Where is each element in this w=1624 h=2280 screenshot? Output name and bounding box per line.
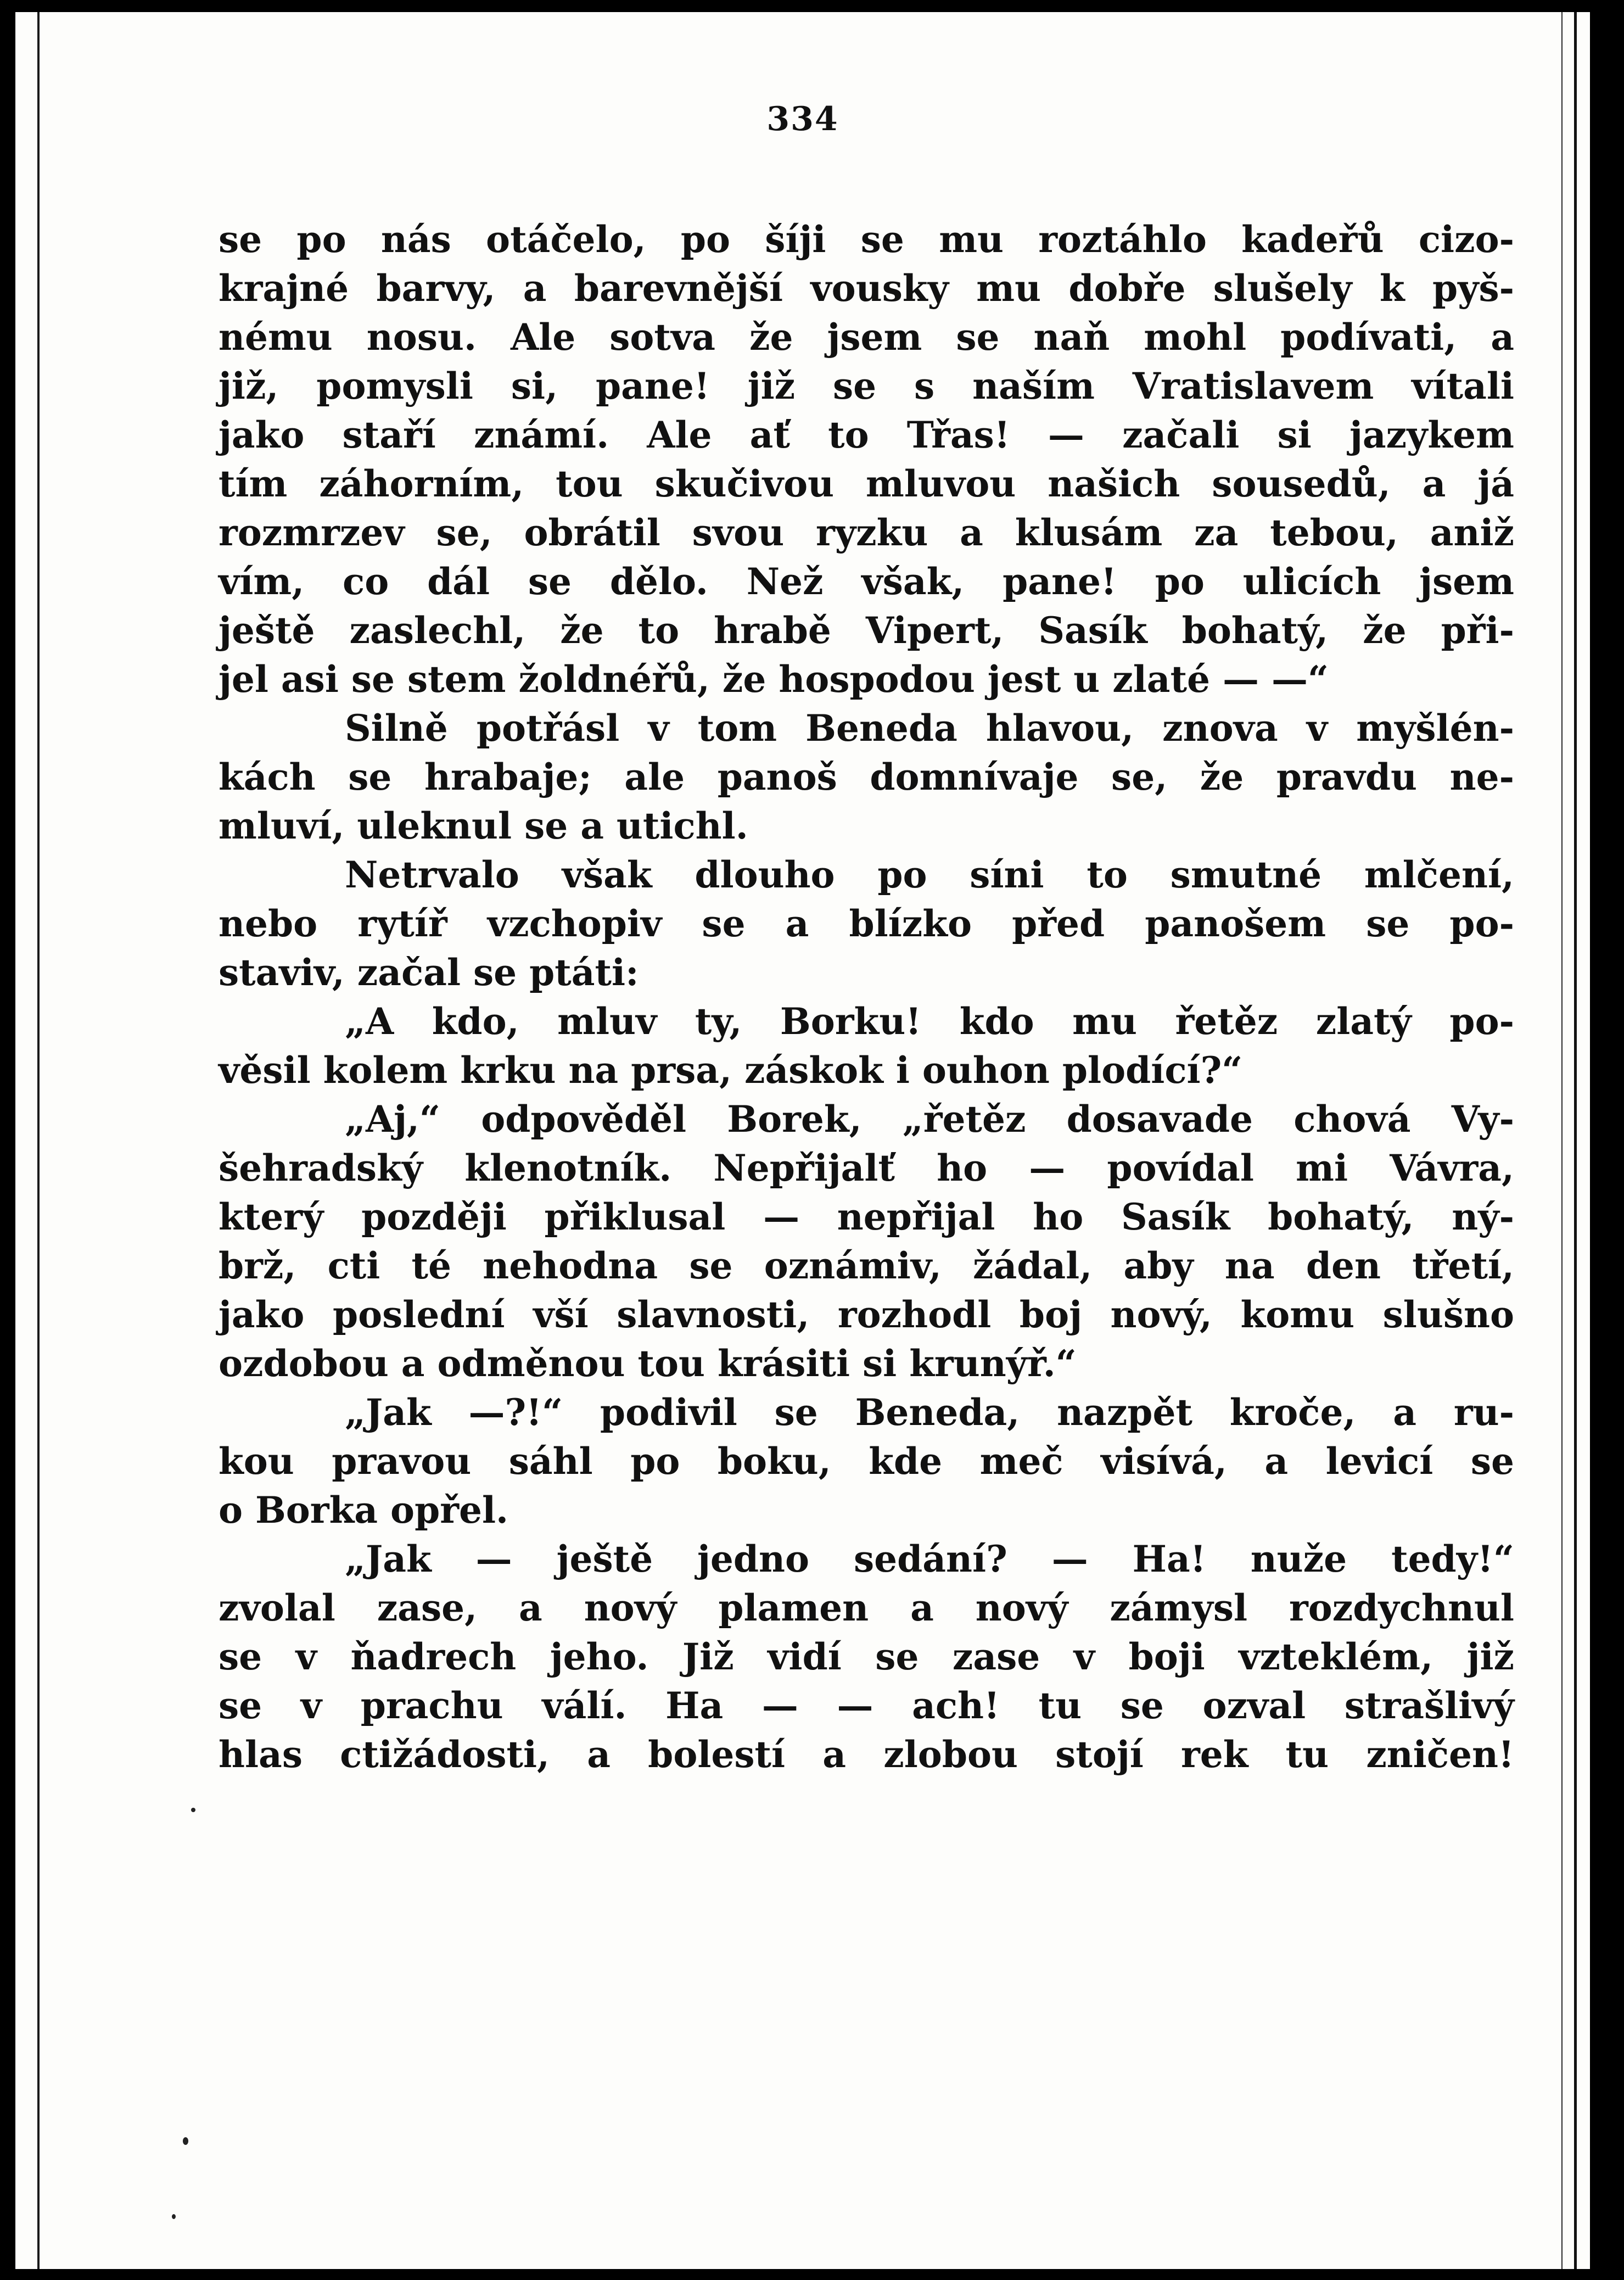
right-inner-border-line — [1561, 12, 1563, 2269]
text-line: jako staří známí. Ale ať to Třas! — začali si jazykem — [219, 413, 1514, 456]
text-line: Netrvalo však dlouho po síni to smutné mlčení, — [345, 853, 1514, 896]
text-line: tím záhorním, tou skučivou mluvou našich sousedů, a já — [219, 462, 1514, 505]
ink-speck — [172, 2214, 176, 2219]
text-line: staviv, začal se ptáti: — [219, 951, 639, 994]
left-border-line — [37, 12, 40, 2269]
right-border-line — [1574, 12, 1577, 2269]
text-line: „Jak —?!“ podivil se Beneda, nazpět kroče, a ru- — [345, 1391, 1514, 1434]
text-line: Silně potřásl v tom Beneda hlavou, znova v myšlén- — [345, 707, 1514, 750]
ink-speck — [191, 1808, 195, 1812]
text-line: mluví, uleknul se a utichl. — [219, 804, 748, 847]
text-line: věsil kolem krku na prsa, záskok i ouhon plodící?“ — [219, 1049, 1243, 1092]
text-line: vím, co dál se dělo. Než však, pane! po ulicích jsem — [219, 560, 1514, 603]
text-line: nému nosu. Ale sotva že jsem se naň mohl podívati, a — [219, 316, 1514, 359]
text-line: hlas ctižádosti, a bolestí a zlobou stojí rek tu zničen! — [219, 1733, 1514, 1776]
text-line: kou pravou sáhl po boku, kde meč visívá, a levicí se — [219, 1440, 1514, 1483]
text-line: zvolal zase, a nový plamen a nový zámysl rozdychnul — [219, 1586, 1514, 1629]
text-line: již, pomysli si, pane! již se s naším Vratislavem vítali — [219, 365, 1514, 407]
text-line: který později přiklusal — nepřijal ho Sasík bohatý, ný- — [219, 1195, 1514, 1238]
text-line: krajné barvy, a barevnější vousky mu dobře slušely k pyš- — [219, 267, 1514, 310]
text-line: o Borka opřel. — [219, 1489, 509, 1532]
text-line: „Jak — ještě jedno sedání? — Ha! nuže tedy!“ — [345, 1538, 1514, 1580]
text-line: jako poslední vší slavnosti, rozhodl boj nový, komu slušno — [219, 1293, 1514, 1336]
body-text — [219, 215, 1514, 1779]
text-line: „A kdo, mluv ty, Borku! kdo mu řetěz zlatý po- — [345, 1000, 1514, 1043]
text-line: šehradský klenotník. Nepřijalť ho — povídal mi Vávra, — [219, 1147, 1514, 1189]
text-line: ozdobou a odměnou tou krásiti si krunýř.“ — [219, 1342, 1077, 1385]
book-page — [15, 12, 1590, 2269]
page-number: 334 — [766, 100, 839, 138]
text-line: se v prachu válí. Ha — — ach! tu se ozval strašlivý — [219, 1684, 1514, 1727]
text-line: „Aj,“ odpověděl Borek, „řetěz dosavade chová Vy- — [345, 1098, 1514, 1141]
text-line: kách se hrabaje; ale panoš domnívaje se, že pravdu ne- — [219, 756, 1514, 798]
text-line: rozmrzev se, obrátil svou ryzku a klusám za tebou, aniž — [219, 511, 1514, 554]
text-line: ještě zaslechl, že to hrabě Vipert, Sasík bohatý, že při- — [219, 609, 1514, 652]
text-line: jel asi se stem žoldnéřů, že hospodou jest u zlaté — —“ — [219, 658, 1329, 701]
ink-speck — [183, 2137, 188, 2145]
text-line: nebo rytíř vzchopiv se a blízko před panošem se po- — [219, 902, 1514, 945]
text-line: se v ňadrech jeho. Již vidí se zase v boji vzteklém, již — [219, 1635, 1514, 1678]
text-line: brž, cti té nehodna se oznámiv, žádal, aby na den třetí, — [219, 1244, 1514, 1287]
text-line: se po nás otáčelo, po šíji se mu roztáhlo kadeřů cizo- — [219, 218, 1514, 261]
